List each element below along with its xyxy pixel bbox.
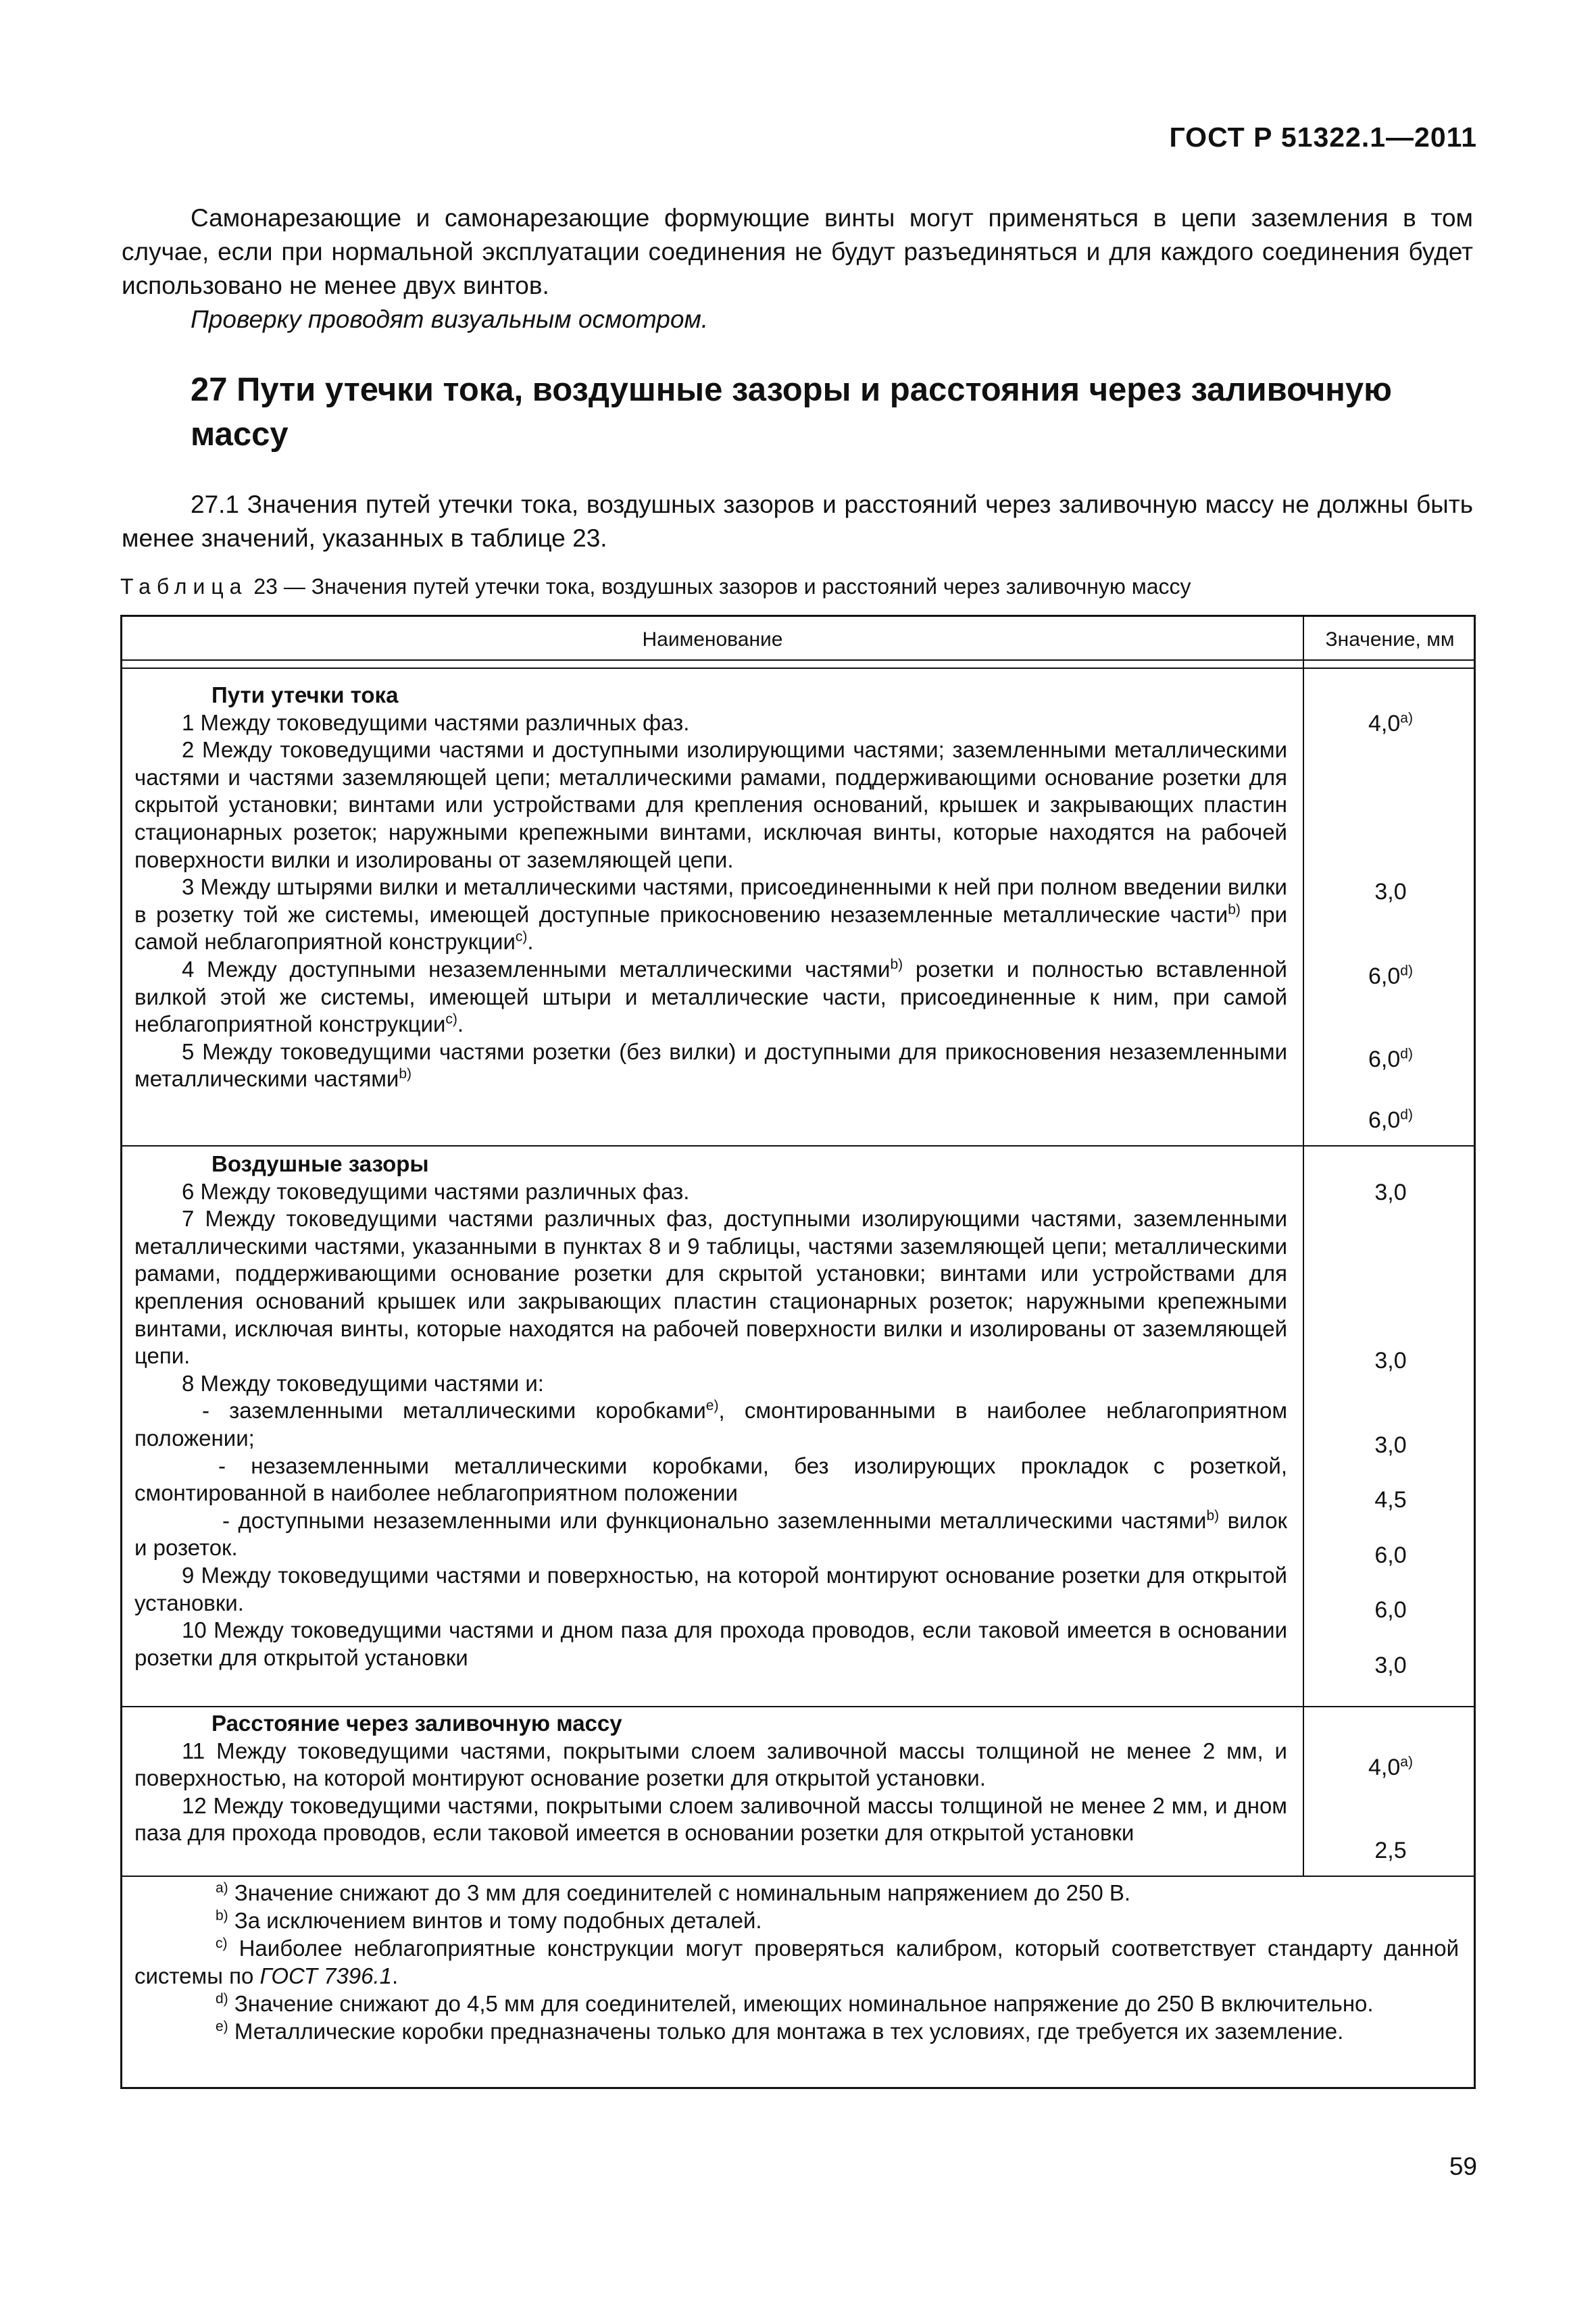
row-7: 7 Между токоведущими частями различных фаз, доступными изолирующими частями, заземленными металлическими частями, указанными в пунктах 8 и 9 таблицы, частями заземляющей цепи; металлическими рамами, поддерживающими основание розетки для скрытой установки; винтами или устройствами для крепления оснований крышек или закрывающих пластин стационарных розеток; наружными крепежными винтами, исключая винты, которые находятся на рабочей поверхности вилки и изолированы от заземляющей цепи.	[134, 1206, 1287, 1369]
header-rule-double	[122, 668, 1474, 669]
notes-divider	[122, 1876, 1474, 1877]
row-8a-text: , смонтированными в наиболее неблагоприятном положении;	[134, 1398, 1288, 1451]
row-8c-text: - доступными незаземленными или функционально заземленными металлическими частями	[222, 1507, 1207, 1533]
value-3: 6,0$^{d)}$	[1368, 963, 1413, 989]
footnote-mark: d)	[1400, 963, 1413, 979]
footnote-c: $^{c)}$ Наиболее неблагоприятные конструкции могут проверяться калибром, который соответствует стандарту данной системы по ГОСТ 7396.1.	[134, 1936, 1459, 1988]
header-rule	[122, 659, 1474, 661]
row-3	[134, 874, 1287, 956]
value-2: 3,0	[1374, 879, 1407, 905]
value-9: 6,0	[1374, 1597, 1407, 1623]
footnote-b: $^{b)}$ За исключением винтов и тому подобных деталей.	[216, 1908, 762, 1933]
value-4: 6,0$^{d)}$	[1368, 1046, 1413, 1072]
column-header-name: Наименование	[642, 628, 783, 651]
value-12: 2,5	[1374, 1838, 1407, 1863]
value-1: 4,0$^{a)}$	[1368, 710, 1413, 736]
row-11: 11 Между токоведущими частями, покрытыми слоем заливочной массы толщиной не менее 2 мм, и поверхностью, на которой монтируют основание розетки для открытой установки.	[134, 1738, 1287, 1791]
row-8c	[134, 1507, 1287, 1562]
table-footnotes	[134, 1879, 1459, 2045]
value-7: 3,0	[1374, 1348, 1407, 1374]
footnote-mark: b)	[399, 1066, 412, 1082]
page-number: 59	[1449, 2153, 1477, 2180]
intro-check-note: Проверку проводят визуальным осмотром.	[191, 305, 709, 333]
footnote-mark: c)	[445, 1011, 457, 1028]
row-9: 9 Между токоведущими частями и поверхностью, на которой монтируют основание розетки для открытой установки.	[134, 1562, 1287, 1615]
row-3-text: при самой неблагоприятной конструкции	[134, 901, 1288, 955]
group-divider	[122, 1706, 1474, 1707]
footnote-mark: a)	[1400, 710, 1413, 726]
footnote-mark: d)	[1400, 1107, 1413, 1123]
standard-number: ГОСТ Р 51322.1—2011	[1169, 122, 1477, 153]
row-12: 12 Между токоведущими частями, покрытыми слоем заливочной массы толщиной не менее 2 мм, и дном паза для прохода проводов, если таковой имеется в основании розетки для открытой установки	[134, 1792, 1287, 1846]
row-3-text: 3 Между штырями вилки и металлическими частями, присоединенными к ней при полном введении вилки в розетку той же системы, имеющей доступные прикосновению незаземленные металлические части	[134, 874, 1287, 927]
row-2: 2 Между токоведущими частями и доступными изолирующими частями; заземленными металлическими частями и частями заземляющей цепи; металлическими рамами, поддерживающими основание розетки для скрытой установки; винтами или устройствами для крепления оснований, крышек и закрывающих пластин стационарных розеток; наружными крепежными винтами, исключая винты, которые находятся на рабочей поверхности вилки и изолированы от заземляющей цепи.	[134, 737, 1287, 872]
table-caption	[120, 573, 1191, 600]
group-divider	[122, 1145, 1474, 1147]
row-4-text: розетки и полностью вставленной вилкой этой же системы, имеющей штыри и металлические части, присоединенные к ним, при самой неблагоприятной конструкции	[134, 956, 1287, 1037]
row-4-text: 4 Между доступными незаземленными металлическими частями	[182, 956, 891, 982]
row-4	[134, 956, 1287, 1038]
group-potting	[134, 1710, 1287, 1847]
value-6: 3,0	[1374, 1180, 1407, 1205]
group-title: Расстояние через заливочную массу	[211, 1711, 622, 1736]
table-23	[120, 615, 1476, 2089]
table-caption-label: Таблица	[120, 574, 248, 599]
row-5	[134, 1038, 1287, 1093]
value-8b: 4,5	[1374, 1487, 1407, 1513]
value-8a: 3,0	[1374, 1432, 1407, 1458]
row-6: 6 Между токоведущими частями различных фаз.	[182, 1178, 690, 1204]
intro-paragraph: Самонарезающие и самонарезающие формующие винты могут применяться в цепи заземления в том случае, если при нормальной эксплуатации соединения не будут разъединяться и для каждого соединения будет использовано не менее двух винтов.	[122, 204, 1473, 299]
intro-text	[122, 201, 1473, 336]
footnote-mark: b)	[890, 956, 903, 972]
value-10: 3,0	[1374, 1653, 1407, 1678]
value-11: 4,0$^{a)}$	[1368, 1754, 1413, 1780]
footnote-a: $^{a)}$ Значение снижают до 3 мм для соединителей с номинальным напряжением до 250 В.	[216, 1880, 1131, 1905]
column-header-value: Значение, мм	[1325, 628, 1455, 651]
row-8a	[134, 1397, 1287, 1452]
footnote-mark: b)	[1228, 901, 1241, 917]
clause-27-1-text: 27.1 Значения путей утечки тока, воздушных зазоров и расстояний через заливочную массу не должны быть менее значений, указанных в таблице 23.	[122, 491, 1473, 552]
value-5: 6,0$^{d)}$	[1368, 1107, 1413, 1133]
row-4-text: .	[457, 1011, 464, 1037]
standard-reference: ГОСТ 7396.1	[259, 1963, 393, 1988]
row-8c-text: вилок и розеток.	[134, 1507, 1287, 1561]
table-caption-text: 23 — Значения путей утечки тока, воздушных зазоров и расстояний через заливочную массу	[247, 574, 1191, 599]
column-divider	[1303, 617, 1304, 1876]
group-clearances	[134, 1151, 1287, 1671]
section-heading: 27 Пути утечки тока, воздушные зазоры и расстояния через заливочную массу	[191, 372, 1392, 453]
row-10: 10 Между токоведущими частями и дном паза для прохода проводов, если таковой имеется в основании розетки для открытой установки	[134, 1617, 1287, 1670]
row-1: 1 Между токоведущими частями различных фаз.	[182, 709, 690, 735]
group-title: Воздушные зазоры	[211, 1151, 429, 1176]
footnote-mark: b)	[1206, 1507, 1220, 1524]
row-3-text: .	[527, 929, 534, 955]
footnote-e: $^{e)}$ Металлические коробки предназначены только для монтажа в тех условиях, где требуется их заземление.	[216, 2019, 1344, 2044]
row-8: 8 Между токоведущими частями и:	[182, 1370, 544, 1396]
clause-27-1	[122, 488, 1473, 555]
row-5-text: 5 Между токоведущими частями розетки (без вилки) и доступными для прикосновения незаземленными металлическими частями	[134, 1038, 1287, 1092]
group-creepage	[134, 682, 1287, 1093]
footnote-d: $^{d)}$ Значение снижают до 4,5 мм для соединителей, имеющих номинальное напряжение до 250 В включительно.	[216, 1991, 1374, 2016]
footnote-mark: c)	[515, 929, 528, 945]
footnote-mark: d)	[1400, 1046, 1413, 1062]
row-8b: - незаземленными металлическими коробками, без изолирующих прокладок с розеткой, смонтированной в наиболее неблагоприятном положении	[134, 1453, 1287, 1506]
row-8a-text: - заземленными металлическими коробками	[202, 1398, 706, 1424]
footnote-mark: a)	[1400, 1754, 1413, 1770]
group-title: Пути утечки тока	[211, 682, 399, 707]
footnote-mark: e)	[705, 1398, 719, 1414]
value-8c: 6,0	[1374, 1542, 1407, 1568]
